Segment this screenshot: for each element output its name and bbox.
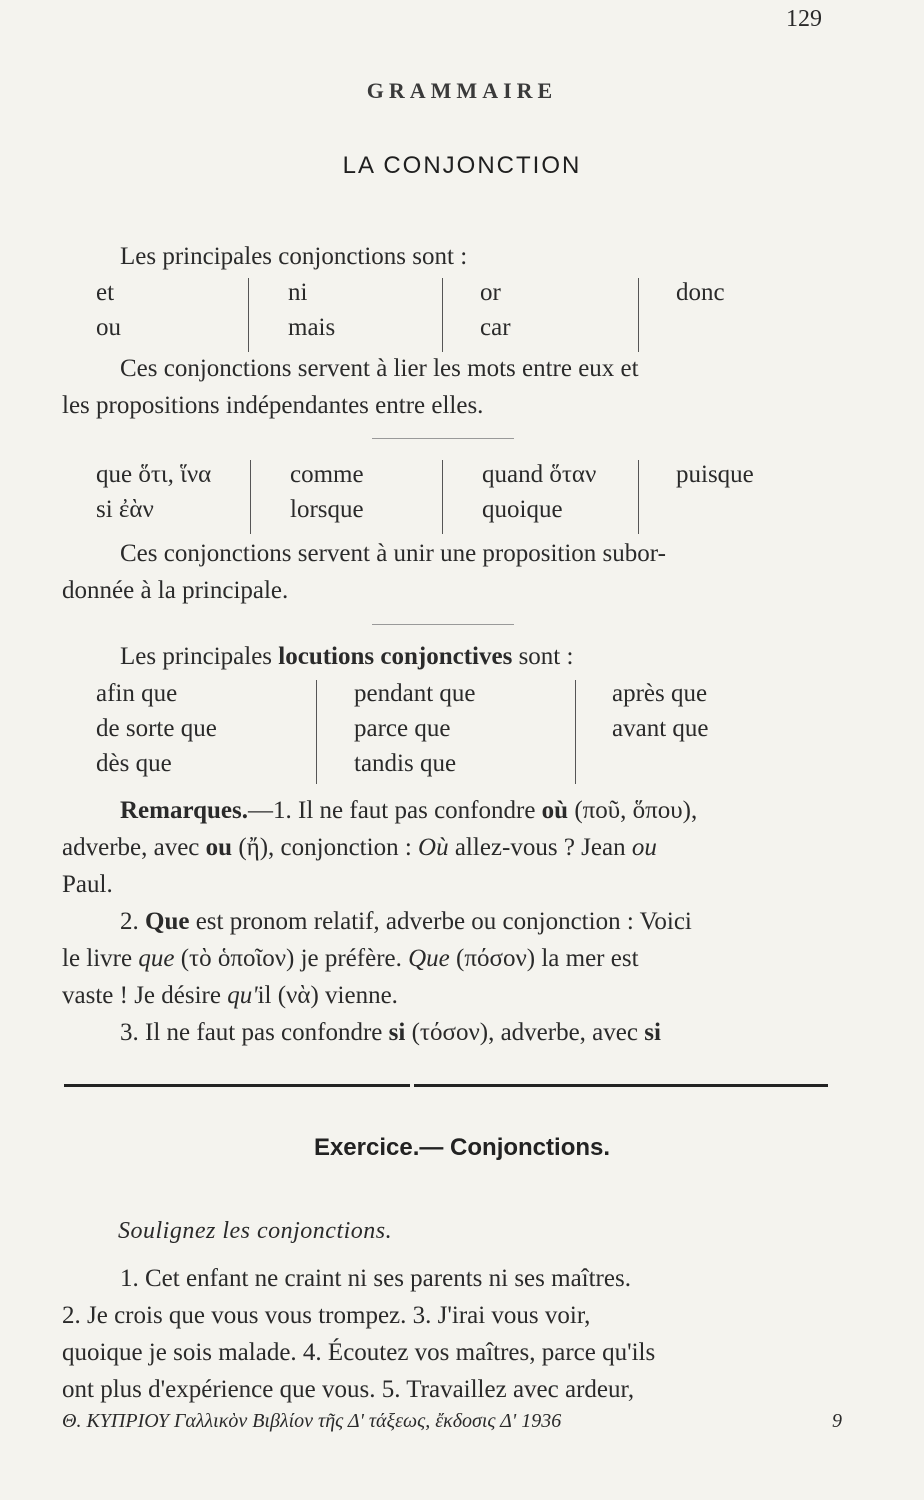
- subord-cell: comme: [290, 461, 364, 488]
- subord-cell: que ὅτι, ἵνα: [96, 461, 212, 488]
- remarque-text: allez-vous ? Jean: [448, 834, 632, 861]
- remarque-text: (τὸ ὁποῖον) je préfère.: [174, 945, 409, 972]
- remarque-text: le livre: [62, 945, 139, 972]
- exercise-instruction: Soulignez les conjonctions.: [118, 1218, 393, 1244]
- coord-cell: et: [96, 279, 115, 306]
- coord-desc-line: Ces conjonctions servent à lier les mots entre eux et: [120, 355, 639, 382]
- column-divider: [442, 460, 443, 534]
- separator: [372, 438, 514, 439]
- remarque-text: (πόσον) la mer est: [449, 945, 639, 972]
- column-divider: [250, 460, 251, 534]
- section-header: GRAMMAIRE: [366, 78, 558, 103]
- column-divider: [316, 680, 317, 784]
- column-divider: [248, 278, 249, 352]
- exercise-text: [62, 1260, 828, 1408]
- remarque-example: Où: [418, 834, 449, 861]
- remarque-1-line2: [62, 829, 828, 866]
- exercise-line: 1. Cet enfant ne craint ni ses parents ni ses maîtres.: [120, 1265, 631, 1292]
- remarque-2-line3: [62, 977, 828, 1014]
- column-divider: [575, 680, 576, 784]
- locutions-intro-post: sont :: [512, 643, 574, 670]
- remarque-text: Paul.: [62, 871, 113, 898]
- exercise-line: quoique je sois malade. 4. Écoutez vos maîtres, parce qu'ils: [62, 1339, 656, 1366]
- remarque-example: Que: [408, 945, 450, 972]
- remarque-text: (τόσον), adverbe, avec: [405, 1019, 645, 1046]
- column-divider: [442, 278, 443, 352]
- remarque-text: il (νὰ) vienne.: [257, 982, 398, 1009]
- coord-cell: ou: [96, 314, 121, 341]
- remarque-text: 2.: [120, 908, 145, 935]
- remarque-1: [62, 792, 828, 829]
- section-rule: [64, 1084, 410, 1087]
- remarque-keyword: où: [541, 797, 569, 824]
- coord-intro-text: Les principales conjonctions sont :: [120, 243, 468, 270]
- subord-desc-line: Ces conjonctions servent à unir une proposition subor-: [120, 540, 666, 567]
- remarque-keyword: si: [388, 1019, 406, 1046]
- remarque-keyword: si: [644, 1019, 661, 1046]
- remarque-3: [62, 1014, 828, 1051]
- exercise-line: ont plus d'expérience que vous. 5. Travaillez avec ardeur,: [62, 1376, 635, 1403]
- remarque-text: (ἤ), conjonction :: [232, 834, 419, 861]
- coord-cell: mais: [288, 314, 336, 341]
- subord-cell: quand ὅταν: [482, 461, 597, 488]
- locution-cell: parce que: [354, 715, 451, 742]
- remarque-2-line2: [62, 940, 828, 977]
- remarque-2: [62, 903, 828, 940]
- remarques-block: [62, 792, 828, 1051]
- locution-cell: après que: [612, 680, 708, 707]
- subord-desc-line: donnée à la principale.: [62, 577, 289, 604]
- column-divider: [638, 278, 639, 352]
- coord-intro: [62, 238, 828, 275]
- remarque-keyword: Que: [145, 908, 190, 935]
- subord-cell: lorsque: [290, 496, 364, 523]
- coord-cell: ni: [288, 279, 308, 306]
- remarques-label: Remarques.: [120, 797, 249, 824]
- footer-sheet-number: 9: [832, 1410, 842, 1432]
- coord-cell: donc: [676, 279, 725, 306]
- locution-cell: de sorte que: [96, 715, 217, 742]
- remarque-example: que: [138, 945, 175, 972]
- remarque-text: —1. Il ne faut pas confondre: [248, 797, 542, 824]
- subord-cell: quoique: [482, 496, 563, 523]
- locution-cell: pendant que: [354, 680, 476, 707]
- footer: [62, 1410, 842, 1433]
- subord-cell: puisque: [676, 461, 754, 488]
- subord-description: [62, 535, 828, 609]
- locutions-intro-pre: Les principales: [120, 643, 279, 670]
- remarque-example: ou: [631, 834, 657, 861]
- remarque-text: adverbe, avec: [62, 834, 206, 861]
- locutions-intro-line: [62, 638, 828, 675]
- page-number: 129: [786, 6, 822, 32]
- page-title: LA CONJONCTION: [342, 152, 582, 179]
- locution-cell: avant que: [612, 715, 709, 742]
- coord-cell: or: [480, 279, 501, 306]
- locution-cell: dès que: [96, 750, 172, 777]
- locution-cell: afin que: [96, 680, 178, 707]
- exercise-line: 2. Je crois que vous vous trompez. 3. J'irai vous voir,: [62, 1302, 591, 1329]
- subord-cell: si ἐὰν: [96, 496, 154, 523]
- coord-desc-line: les propositions indépendantes entre elles.: [62, 392, 484, 419]
- locutions-intro-bold: locutions conjonctives: [278, 643, 513, 670]
- remarque-text: (ποῦ, ὅπου),: [568, 797, 698, 824]
- locutions-intro: [62, 638, 828, 675]
- remarque-keyword: ou: [205, 834, 233, 861]
- coord-cell: car: [480, 314, 511, 341]
- section-rule: [414, 1084, 828, 1087]
- remarque-example: qu': [227, 982, 258, 1009]
- footer-citation: Θ. ΚΥΠΡΙΟΥ Γαλλικὸν Βιβλίον τῆς Δ' τάξεως, ἔκδοσις Δ' 1936: [62, 1410, 562, 1432]
- remarque-text: 3. Il ne faut pas confondre: [120, 1019, 389, 1046]
- remarque-text: vaste ! Je désire: [62, 982, 228, 1009]
- coord-description: [62, 350, 828, 424]
- exercise-title: Exercice.— Conjonctions.: [313, 1134, 611, 1161]
- separator: [372, 624, 514, 625]
- locution-cell: tandis que: [354, 750, 457, 777]
- remarque-text: est pronom relatif, adverbe ou conjonction : Voici: [189, 908, 692, 935]
- column-divider: [638, 460, 639, 534]
